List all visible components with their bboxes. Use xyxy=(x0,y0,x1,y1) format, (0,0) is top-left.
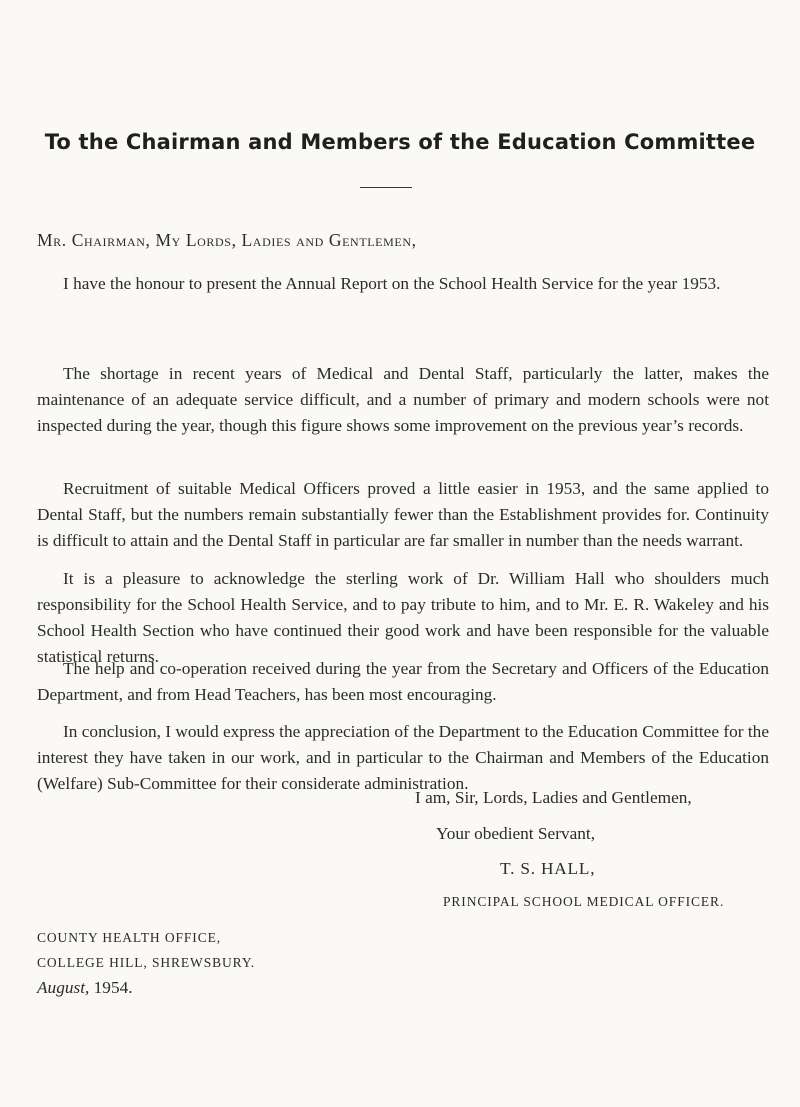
paragraph-recruitment: Recruitment of suitable Medical Officers proved a little easier in 1953, and the same applied to Dental Staff, but the numbers remain substantially fewer than the Establishment provides for. Continuity is difficult to attain and the Dental Staff in particular are far smaller in number than the needs warrant. xyxy=(37,479,769,550)
letter-title: To the Chairman and Members of the Education Committee xyxy=(44,130,756,154)
date-year: 1954. xyxy=(93,978,133,997)
title-divider xyxy=(360,187,412,188)
letter-date xyxy=(37,978,133,998)
closing-line: I am, Sir, Lords, Ladies and Gentlemen, xyxy=(415,788,692,807)
paragraph-cooperation: The help and co-operation received during the year from the Secretary and Officers of the Education Department, and from Head Teachers, has been most encouraging. xyxy=(37,659,769,704)
closing-servant: Your obedient Servant, xyxy=(436,824,596,843)
address-line-2: COLLEGE HILL, SHREWSBURY. xyxy=(37,955,256,970)
paragraph-acknowledgement: It is a pleasure to acknowledge the sterling work of Dr. William Hall who shoulders much responsibility for the School Health Service, and to pay tribute to him, and to Mr. E. R. Wakeley and his School Health Section who have continued their good work and have been responsible for the valuable statistical returns. xyxy=(37,569,769,666)
date-month: August, xyxy=(37,978,90,997)
signature-position: PRINCIPAL SCHOOL MEDICAL OFFICER. xyxy=(443,894,725,909)
salutation: Mr. Chairman, My Lords, Ladies and Gentlemen, xyxy=(37,230,417,250)
paragraph-staff-shortage: The shortage in recent years of Medical and Dental Staff, particularly the latter, makes the maintenance of an adequate service difficult, and a number of primary and modern schools were not inspected during the year, though this figure shows some improvement on the previous year’s records. xyxy=(37,364,769,435)
address-line-1: COUNTY HEALTH OFFICE, xyxy=(37,930,222,945)
signature-name: T. S. HALL, xyxy=(500,859,596,878)
paragraph-conclusion: In conclusion, I would express the appreciation of the Department to the Education Committee for the interest they have taken in our work, and in particular to the Chairman and Members of the Education (Welfare) Sub-Committee for their considerate administration. xyxy=(37,722,769,793)
paragraph-report-intro: I have the honour to present the Annual Report on the School Health Service for the year 1953. xyxy=(63,274,721,293)
